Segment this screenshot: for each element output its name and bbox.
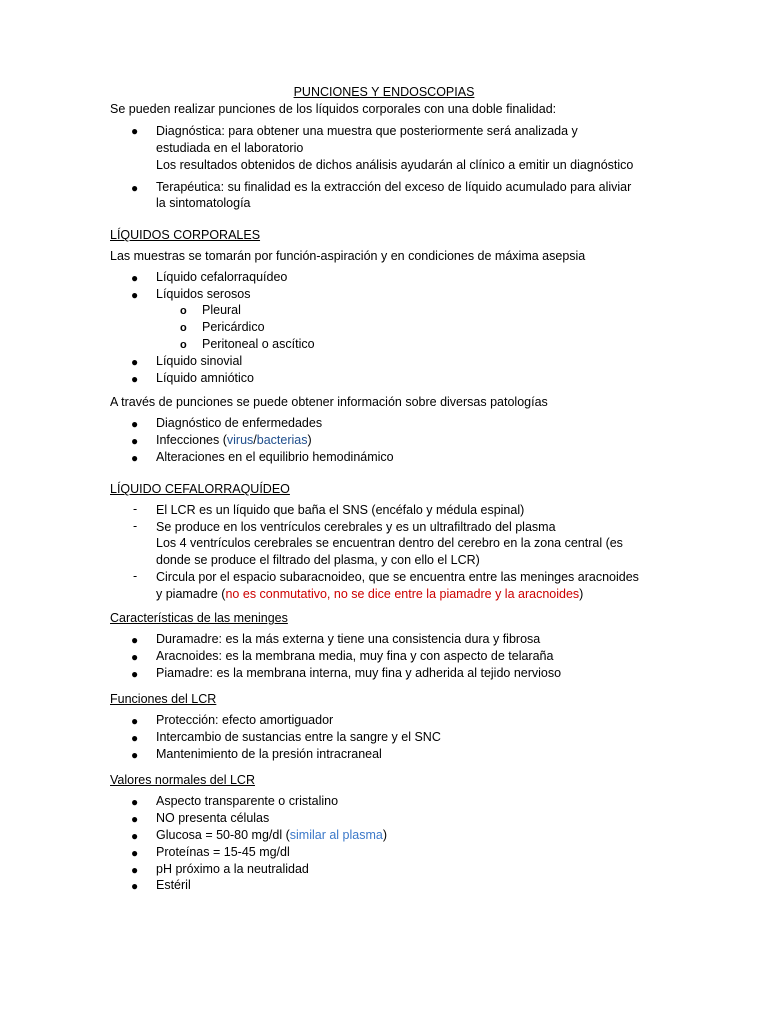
intro-text: Se pueden realizar punciones de los líquidos corporales con una doble finalidad: xyxy=(110,102,557,116)
bullet-icon: ● xyxy=(131,633,139,647)
dash-icon: - xyxy=(133,502,138,516)
list-item: Estéril xyxy=(156,878,191,892)
lcr-line-3: Los 4 ventrículos cerebrales se encuentran dentro del cerebro en la zona central (es xyxy=(156,536,623,550)
bacterias-text: bacterias xyxy=(256,433,308,447)
lcr-line-2: Se produce en los ventrículos cerebrales y es un ultrafiltrado del plasma xyxy=(156,520,556,534)
bullet-icon: ● xyxy=(131,650,139,664)
similar-plasma-text: similar al plasma xyxy=(289,828,383,842)
meninges-heading: Características de las meninges xyxy=(110,611,288,625)
list-item: Aracnoides: es la membrana media, muy fina y con aspecto de telaraña xyxy=(156,649,554,663)
terapeutica-line-1: Terapéutica: su finalidad es la extracción del exceso de líquido acumulado para aliviar xyxy=(156,180,632,194)
list-item: Aspecto transparente o cristalino xyxy=(156,794,339,808)
funciones-heading: Funciones del LCR xyxy=(110,692,217,706)
list-item: Piamadre: es la membrana interna, muy fina y adherida al tejido nervioso xyxy=(156,666,562,680)
sub-bullet-icon: o xyxy=(180,305,187,317)
close-paren-text: ) xyxy=(579,587,584,601)
liquidos-intro: Las muestras se tomarán por función-aspiración y en condiciones de máxima asepsia xyxy=(110,249,586,263)
bullet-icon: ● xyxy=(131,748,139,762)
sub-list-item: Peritoneal o ascítico xyxy=(202,337,315,351)
list-item: Líquido sinovial xyxy=(156,354,243,368)
diagnostica-line-1: Diagnóstica: para obtener una muestra que posteriormente será analizada y xyxy=(156,124,578,138)
bullet-icon: ● xyxy=(131,417,139,431)
sub-bullet-icon: o xyxy=(180,339,187,351)
bullet-icon: ● xyxy=(131,355,139,369)
close-paren-text: ) xyxy=(382,828,388,842)
sub-bullet-icon: o xyxy=(180,322,187,334)
bullet-icon: ● xyxy=(131,714,139,728)
diagnostica-line-2: estudiada en el laboratorio xyxy=(156,141,304,155)
page-title: PUNCIONES Y ENDOSCOPIAS xyxy=(293,85,475,99)
list-item: NO presenta células xyxy=(156,811,270,825)
lcr-line-1: El LCR es un líquido que baña el SNS (encéfalo y médula espinal) xyxy=(156,503,525,517)
note-red-text: no es conmutativo, no se dice entre la piamadre y la aracnoides xyxy=(225,587,580,601)
virus-text: virus xyxy=(226,433,254,447)
list-item-glucosa xyxy=(156,827,387,844)
bullet-icon: ● xyxy=(131,829,139,843)
liquidos-heading: LÍQUIDOS CORPORALES xyxy=(110,228,261,242)
piamadre-text: y piamadre ( xyxy=(156,587,226,601)
bullet-icon: ● xyxy=(131,731,139,745)
list-item-infecciones xyxy=(156,432,312,449)
list-item: pH próximo a la neutralidad xyxy=(156,862,309,876)
bullet-icon: ● xyxy=(131,271,139,285)
bullet-icon: ● xyxy=(131,846,139,860)
infecciones-text: Infecciones ( xyxy=(156,433,227,447)
sub-list-item: Pericárdico xyxy=(202,320,265,334)
slash-text: / xyxy=(253,433,257,447)
glucosa-text: Glucosa = 50-80 mg/dl ( xyxy=(156,828,290,842)
lcr-line-6 xyxy=(156,586,583,603)
close-paren-text: ) xyxy=(307,433,312,447)
bullet-icon: ● xyxy=(131,372,139,386)
sub-list-item: Pleural xyxy=(202,303,241,317)
list-item: Diagnóstico de enfermedades xyxy=(156,416,323,430)
dash-icon: - xyxy=(133,519,138,533)
bullet-icon: ● xyxy=(131,288,139,302)
lcr-heading: LÍQUIDO CEFALORRAQUÍDEO xyxy=(110,482,290,496)
bullet-icon: ● xyxy=(131,181,139,195)
list-item: Proteínas = 15-45 mg/dl xyxy=(156,845,290,859)
list-item: Duramadre: es la más externa y tiene una consistencia dura y fibrosa xyxy=(156,632,541,646)
list-item: Protección: efecto amortiguador xyxy=(156,713,334,727)
list-item: Alteraciones en el equilibrio hemodinámico xyxy=(156,450,394,464)
list-item: Líquido cefalorraquídeo xyxy=(156,270,288,284)
list-item: Líquido amniótico xyxy=(156,371,254,385)
bullet-icon: ● xyxy=(131,124,139,138)
lcr-line-4: donde se produce el filtrado del plasma, y con ello el LCR) xyxy=(156,553,480,567)
bullet-icon: ● xyxy=(131,863,139,877)
list-item: Intercambio de sustancias entre la sangre y el SNC xyxy=(156,730,441,744)
bullet-icon: ● xyxy=(131,879,139,893)
lcr-line-5: Circula por el espacio subaracnoideo, que se encuentra entre las meninges aracnoides xyxy=(156,570,639,584)
terapeutica-line-2: la sintomatología xyxy=(156,196,251,210)
bullet-icon: ● xyxy=(131,795,139,809)
bullet-icon: ● xyxy=(131,451,139,465)
diagnostica-line-3: Los resultados obtenidos de dichos análisis ayudarán al clínico a emitir un diagnóstico xyxy=(156,158,634,172)
bullet-icon: ● xyxy=(131,667,139,681)
bullet-icon: ● xyxy=(131,434,139,448)
bullet-icon: ● xyxy=(131,812,139,826)
dash-icon: - xyxy=(133,569,138,583)
valores-heading: Valores normales del LCR xyxy=(110,773,255,787)
list-item: Líquidos serosos xyxy=(156,287,251,301)
list-item: Mantenimiento de la presión intracraneal xyxy=(156,747,382,761)
patologias-intro: A través de punciones se puede obtener información sobre diversas patologías xyxy=(110,395,548,409)
